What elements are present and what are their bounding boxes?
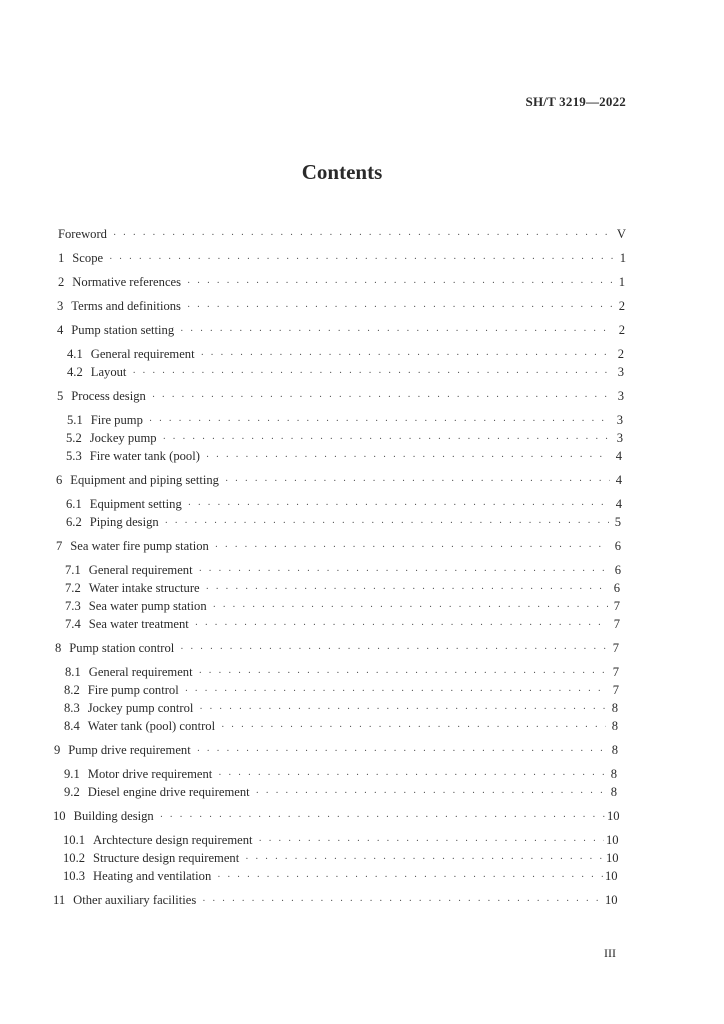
toc-entry-label: Jockey pump control — [87, 701, 194, 715]
toc-entry-page: 7 — [613, 617, 620, 631]
toc-entry[interactable] — [67, 412, 623, 430]
toc-entry-number: 10.3 — [63, 869, 86, 883]
toc-entry-label: Foreword — [58, 227, 107, 241]
toc-entry[interactable] — [65, 616, 620, 634]
toc-entry[interactable] — [58, 226, 626, 244]
toc-leader-dots — [165, 516, 609, 532]
toc-entry[interactable] — [57, 298, 625, 316]
toc-entry-number: 4 — [57, 323, 64, 337]
toc-entry[interactable] — [55, 640, 619, 658]
toc-leader-dots — [213, 600, 608, 616]
toc-entry[interactable] — [63, 832, 619, 850]
toc-leader-dots — [202, 894, 603, 910]
toc-leader-dots — [185, 684, 607, 700]
toc-entry[interactable] — [66, 514, 621, 532]
toc-entry[interactable] — [64, 784, 617, 802]
toc-entry-number: 9 — [54, 743, 61, 757]
toc-entry[interactable] — [63, 850, 619, 868]
toc-entry[interactable] — [67, 346, 624, 364]
toc-entry-page: 4 — [615, 473, 622, 487]
toc-entry-page: 3 — [616, 431, 623, 445]
toc-entry-page: V — [616, 227, 626, 241]
toc-entry-number: 7.4 — [65, 617, 81, 631]
toc-entry[interactable] — [64, 682, 619, 700]
toc-leader-dots — [180, 324, 613, 340]
toc-entry-number: 8 — [55, 641, 62, 655]
toc-entry-number: 4.1 — [67, 347, 83, 361]
toc-leader-dots — [218, 768, 605, 784]
toc-entry[interactable] — [65, 598, 620, 616]
toc-entry-number: 7.3 — [65, 599, 81, 613]
toc-entry-page: 6 — [613, 581, 620, 595]
toc-leader-dots — [245, 852, 604, 868]
toc-entry-page: 5 — [614, 515, 621, 529]
toc-entry-label: Fire pump control — [87, 683, 179, 697]
toc-entry-number: 10 — [53, 809, 66, 823]
toc-entry-number: 4.2 — [67, 365, 83, 379]
toc-leader-dots — [109, 252, 614, 268]
toc-entry-page: 7 — [612, 683, 619, 697]
toc-entry-number: 6 — [56, 473, 63, 487]
toc-entry[interactable] — [56, 472, 622, 490]
page-title: Contents — [301, 160, 383, 184]
toc-leader-dots — [206, 582, 608, 598]
toc-entry-page: 10 — [606, 833, 619, 847]
toc-entry-label: Pump station setting — [71, 323, 175, 337]
toc-entry-label: Motor drive requirement — [87, 767, 213, 781]
toc-entry-page: 4 — [615, 449, 622, 463]
toc-leader-dots — [215, 540, 609, 556]
toc-entry-page: 2 — [618, 323, 625, 337]
toc-entry-number: 8.2 — [64, 683, 80, 697]
toc-entry-number: 3 — [57, 299, 64, 313]
toc-entry[interactable] — [58, 250, 626, 268]
toc-entry-label: Diesel engine drive requirement — [87, 785, 250, 799]
toc-entry[interactable] — [66, 448, 622, 466]
toc-leader-dots — [113, 228, 614, 244]
toc-leader-dots — [160, 810, 605, 826]
toc-entry[interactable] — [67, 364, 624, 382]
toc-entry-number: 7.1 — [65, 563, 81, 577]
toc-entry-label: Terms and definitions — [71, 299, 181, 313]
toc-leader-dots — [259, 834, 605, 850]
toc-leader-dots — [225, 474, 610, 490]
toc-entry-label: Pump drive requirement — [68, 743, 191, 757]
toc-entry-page: 6 — [614, 539, 621, 553]
toc-entry-page: 4 — [615, 497, 622, 511]
toc-entry-page: 1 — [618, 275, 625, 289]
toc-entry-label: Scope — [72, 251, 104, 265]
toc-entry-page: 7 — [613, 599, 620, 613]
toc-entry-page: 8 — [611, 743, 618, 757]
toc-leader-dots — [163, 432, 611, 448]
toc-entry-number: 5.1 — [67, 413, 83, 427]
toc-entry[interactable] — [63, 868, 618, 886]
toc-entry[interactable] — [65, 580, 620, 598]
toc-entry[interactable] — [53, 892, 618, 910]
toc-entry-number: 5.3 — [66, 449, 82, 463]
toc-entry-page: 10 — [605, 869, 618, 883]
toc-entry-page: 6 — [614, 563, 621, 577]
toc-leader-dots — [201, 348, 612, 364]
toc-entry[interactable] — [57, 322, 625, 340]
toc-entry-label: Jockey pump — [89, 431, 157, 445]
toc-entry[interactable] — [64, 700, 618, 718]
toc-entry[interactable] — [66, 496, 622, 514]
toc-entry-number: 9.2 — [64, 785, 80, 799]
toc-entry-label: Heating and ventilation — [93, 869, 212, 883]
toc-entry-label: Sea water pump station — [88, 599, 207, 613]
toc-entry[interactable] — [56, 538, 621, 556]
toc-entry-label: Process design — [71, 389, 146, 403]
toc-entry-label: General requirement — [88, 665, 193, 679]
toc-entry-number: 7.2 — [65, 581, 81, 595]
toc-entry-label: Sea water treatment — [88, 617, 189, 631]
toc-entry-label: General requirement — [90, 347, 195, 361]
toc-entry-number: 2 — [58, 275, 65, 289]
toc-entry-page: 10 — [605, 893, 618, 907]
toc-leader-dots — [199, 564, 609, 580]
toc-entry[interactable] — [65, 664, 619, 682]
toc-entry-label: Water intake structure — [88, 581, 200, 595]
toc-entry-page: 2 — [618, 299, 625, 313]
toc-entry-label: Equipment setting — [89, 497, 182, 511]
toc-entry-page: 1 — [619, 251, 626, 265]
toc-entry-page: 10 — [606, 851, 619, 865]
toc-leader-dots — [152, 390, 612, 406]
toc-leader-dots — [217, 870, 603, 886]
toc-entry-label: Equipment and piping setting — [70, 473, 219, 487]
toc-entry[interactable] — [64, 766, 617, 784]
toc-entry[interactable] — [65, 562, 621, 580]
toc-leader-dots — [199, 666, 607, 682]
toc-entry-label: Piping design — [89, 515, 159, 529]
toc-entry-page: 8 — [611, 701, 618, 715]
page-number: III — [604, 946, 616, 960]
toc-entry-page: 7 — [612, 641, 619, 655]
toc-entry-label: Layout — [90, 365, 127, 379]
toc-entry-number: 6.1 — [66, 497, 82, 511]
toc-leader-dots — [199, 702, 606, 718]
toc-leader-dots — [206, 450, 610, 466]
toc-entry[interactable] — [64, 718, 618, 736]
toc-entry-page: 3 — [616, 413, 623, 427]
toc-leader-dots — [188, 498, 610, 514]
toc-entry-label: Structure design requirement — [93, 851, 240, 865]
toc-entry-page: 8 — [610, 767, 617, 781]
toc-entry[interactable] — [57, 388, 624, 406]
toc-leader-dots — [195, 618, 608, 634]
toc-entry-page: 10 — [607, 809, 620, 823]
toc-entry-number: 8.3 — [64, 701, 80, 715]
toc-entry-number: 5.2 — [66, 431, 82, 445]
toc-entry-page: 8 — [610, 785, 617, 799]
toc-leader-dots — [149, 414, 611, 430]
toc-entry-label: Fire water tank (pool) — [89, 449, 200, 463]
toc-entry-label: Normative references — [72, 275, 182, 289]
toc-entry[interactable] — [53, 808, 620, 826]
toc-entry-page: 7 — [612, 665, 619, 679]
toc-entry-number: 6.2 — [66, 515, 82, 529]
toc-leader-dots — [187, 276, 613, 292]
toc-entry-label: Fire pump — [90, 413, 143, 427]
toc-entry[interactable] — [58, 274, 625, 292]
toc-entry-number: 9.1 — [64, 767, 80, 781]
toc-entry-label: Water tank (pool) control — [87, 719, 216, 733]
toc-entry-page: 3 — [617, 365, 624, 379]
toc-entry-label: Other auxiliary facilities — [73, 893, 197, 907]
toc-leader-dots — [132, 366, 612, 382]
toc-entry-page: 3 — [617, 389, 624, 403]
document-code: SH/T 3219—2022 — [525, 94, 626, 109]
toc-entry-number: 10.1 — [63, 833, 86, 847]
toc-entry-number: 1 — [58, 251, 65, 265]
toc-entry-number: 10.2 — [63, 851, 86, 865]
toc-entry[interactable] — [66, 430, 623, 448]
toc-entry-number: 5 — [57, 389, 64, 403]
toc-entry-number: 8.1 — [65, 665, 81, 679]
toc-entry-label: General requirement — [88, 563, 193, 577]
toc-entry[interactable] — [54, 742, 618, 760]
toc-entry-page: 8 — [611, 719, 618, 733]
toc-leader-dots — [180, 642, 607, 658]
toc-leader-dots — [187, 300, 613, 316]
toc-entry-number: 7 — [56, 539, 63, 553]
toc-entry-number: 8.4 — [64, 719, 80, 733]
toc-entry-number: 11 — [53, 893, 66, 907]
toc-entry-page: 2 — [617, 347, 624, 361]
toc-leader-dots — [221, 720, 606, 736]
toc-entry-label: Pump station control — [69, 641, 175, 655]
toc-leader-dots — [197, 744, 606, 760]
toc-entry-label: Building design — [73, 809, 154, 823]
toc-entry-label: Sea water fire pump station — [70, 539, 209, 553]
toc-leader-dots — [256, 786, 605, 802]
toc-entry-label: Archtecture design requirement — [93, 833, 253, 847]
